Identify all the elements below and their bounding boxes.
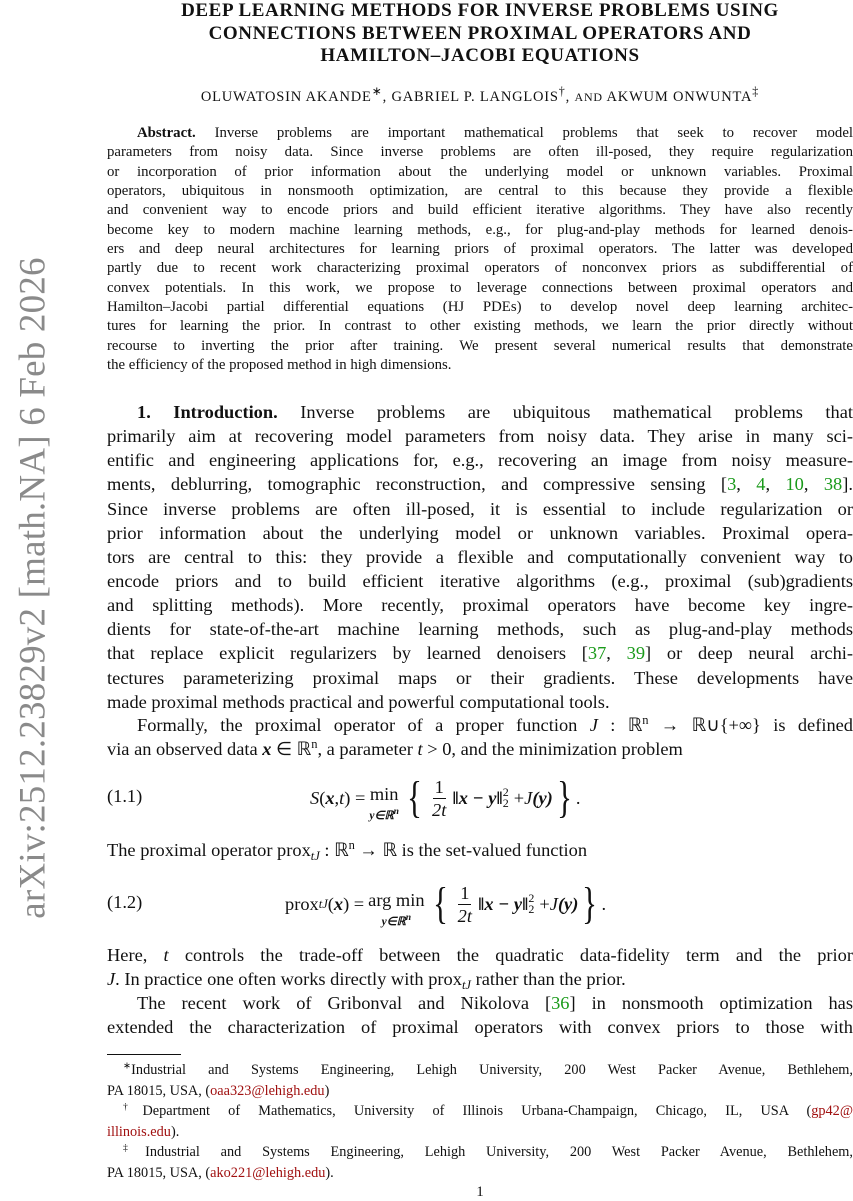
text-run: convex potentials. In this work, we propose to leverage connections between proximal operators and bbox=[107, 279, 853, 296]
math-symbol: J bbox=[107, 969, 116, 990]
operator-subscript bbox=[382, 912, 412, 928]
text-line bbox=[107, 593, 853, 617]
norm-indices bbox=[503, 787, 509, 809]
text-run: and splitting methods). More recently, proximal operators have become key ingre- bbox=[107, 595, 853, 616]
text-line bbox=[107, 221, 853, 240]
recent-work-paragraph bbox=[107, 991, 853, 1039]
page-number: 1 bbox=[476, 1184, 484, 1200]
footnote-rule bbox=[107, 1054, 181, 1055]
author-name: AKWUM ONWUNTA bbox=[606, 88, 753, 105]
formal-definition-paragraph bbox=[107, 713, 853, 761]
text-run: → ℝ∪{+∞} is defined bbox=[648, 715, 853, 735]
denominator: 2t bbox=[457, 905, 472, 926]
text-line bbox=[107, 641, 853, 665]
footnote-mark[interactable]: ‡ bbox=[752, 84, 760, 98]
text-run: parameters from noisy data. Since inverse problems are often ill-posed, they require regularization bbox=[107, 144, 853, 161]
footnotes bbox=[107, 1060, 853, 1184]
math-text: ( bbox=[319, 787, 326, 808]
text-line bbox=[107, 943, 853, 967]
text-run: Formally, the proximal operator of a proper function bbox=[137, 715, 590, 735]
text-line bbox=[107, 713, 853, 737]
title-line: CONNECTIONS BETWEEN PROXIMAL OPERATORS AND bbox=[208, 22, 752, 44]
math-text: 2 bbox=[528, 902, 535, 916]
numerator: 1 bbox=[434, 776, 444, 797]
text-run: ). bbox=[170, 1123, 180, 1140]
text-run: , a parameter bbox=[317, 739, 418, 760]
text-run: , bbox=[803, 474, 824, 495]
text-run: ∈ ℝ bbox=[271, 739, 312, 760]
math-text: x bbox=[325, 787, 335, 808]
bold-heading: Abstract. bbox=[137, 125, 196, 141]
text-line bbox=[107, 1060, 853, 1081]
text-run: that replace explicit regularizers by learned denoisers [ bbox=[107, 643, 588, 664]
email-link[interactable]: gp42@ bbox=[811, 1103, 853, 1120]
text-run: Inverse problems are important mathematical problems that seek to recover model bbox=[195, 125, 853, 141]
text-run: or incorporation of prior information about the underlying model or unknown variables. Proximal bbox=[107, 163, 853, 180]
text-run: partly due to recent work characterizing proximal operators of nonconvex priors as subdifferential of bbox=[107, 260, 853, 277]
bold-heading: 1. Introduction. bbox=[137, 402, 278, 422]
math-text: (y) bbox=[532, 787, 553, 808]
text-run: extended the characterization of proximal operators with convex priors to those with bbox=[107, 1017, 853, 1038]
text-run: PA 18015, USA, ( bbox=[107, 1164, 211, 1181]
text-line bbox=[107, 497, 853, 521]
text-line bbox=[107, 1081, 853, 1102]
email-link[interactable]: ako221@lehigh.edu bbox=[210, 1164, 326, 1181]
text-run: Inverse problems are ubiquitous mathematical problems that bbox=[277, 402, 853, 422]
math-text: n bbox=[393, 806, 399, 818]
introduction-paragraph bbox=[107, 400, 853, 714]
equation-1-2 bbox=[107, 874, 853, 934]
footnote-1 bbox=[107, 1060, 853, 1101]
math-symbol: t bbox=[417, 739, 423, 760]
text-run: tures for learning the prior. In contrast to other existing methods, we learn the prior directly without bbox=[107, 318, 853, 335]
text-run: entific and engineering applications for, e.g., recovering an image from noisy measure- bbox=[107, 450, 853, 471]
math-text: prox bbox=[285, 893, 319, 914]
text-line bbox=[107, 201, 853, 220]
subscript: tJ bbox=[310, 848, 320, 863]
author-name: OLUWATOSIN AKANDE bbox=[200, 88, 372, 105]
text-run: made proximal methods practical and powerful computational tools. bbox=[107, 691, 610, 712]
footnote-2 bbox=[107, 1101, 853, 1142]
paper-title bbox=[107, 0, 853, 68]
text-run: Since inverse problems are often ill-posed, it is essential to include regularization or bbox=[107, 498, 853, 519]
text-line bbox=[107, 1122, 853, 1143]
math-text: ) = bbox=[343, 893, 365, 914]
text-line bbox=[107, 1101, 853, 1122]
text-line bbox=[107, 400, 853, 424]
equation-1-1 bbox=[107, 768, 853, 828]
superscript: n bbox=[348, 838, 355, 853]
equation-label: (1.2) bbox=[107, 892, 143, 912]
norm: ‖x − y‖ bbox=[477, 893, 529, 914]
text-run: ers and deep neural architectures for learning priors of proximal operators. The latter was developed bbox=[107, 241, 853, 258]
author-conjunction: AND bbox=[574, 89, 603, 104]
text-line bbox=[107, 356, 853, 375]
author-name: GABRIEL P. LANGLOIS bbox=[391, 88, 559, 105]
text-run: ments, deblurring, tomographic reconstruction, and compressive sensing [ bbox=[107, 474, 728, 495]
arxiv-identifier-stamp: arXiv:2512.23829v2 [math.NA] 6 Feb 2026 bbox=[12, 257, 54, 919]
text-run: prior information about the underlying model or unknown variables. Proximal opera- bbox=[107, 522, 853, 543]
fraction bbox=[458, 882, 472, 927]
text-run: recourse to inverting the prior after training. We present several numerical results that demonstrate bbox=[107, 337, 853, 354]
text-line bbox=[107, 124, 853, 143]
text-line bbox=[107, 448, 853, 472]
title-line: HAMILTON–JACOBI EQUATIONS bbox=[320, 45, 640, 66]
operator-subscript bbox=[369, 806, 399, 822]
text-line bbox=[107, 1163, 853, 1184]
subscript: tJ bbox=[461, 977, 471, 992]
text-line bbox=[107, 182, 853, 201]
text-run: The recent work of Gribonval and Nikolova [ bbox=[137, 993, 552, 1013]
citation-link[interactable]: 39 bbox=[626, 643, 646, 664]
superscript: ∗ bbox=[123, 1060, 132, 1072]
norm: ‖x − y‖ bbox=[452, 787, 503, 808]
math-text: , bbox=[334, 787, 340, 808]
norm-indices bbox=[528, 893, 534, 915]
text-run: Department of Mathematics, University of Illinois Urbana-Champaign, Chicago, IL, USA ( bbox=[142, 1103, 812, 1120]
text-line bbox=[107, 424, 853, 448]
operator-name: arg min bbox=[368, 890, 425, 911]
text-run: Here, bbox=[107, 945, 164, 965]
superscript: n bbox=[642, 713, 649, 728]
math-text: 2 bbox=[528, 891, 535, 905]
text-line bbox=[107, 317, 853, 336]
text-run: Industrial and Systems Engineering, Lehigh University, 200 West Packer Avenue, Bethlehem, bbox=[145, 1144, 853, 1161]
text-line bbox=[107, 838, 853, 862]
text-line bbox=[107, 298, 853, 317]
math-text: . bbox=[575, 787, 581, 808]
math-text: 2 bbox=[502, 785, 509, 799]
text-run: PA 18015, USA, ( bbox=[107, 1082, 211, 1099]
tradeoff-paragraph bbox=[107, 943, 853, 991]
citation-link[interactable]: 38 bbox=[823, 474, 843, 495]
math-text: x bbox=[333, 893, 344, 914]
text-line bbox=[107, 1142, 853, 1163]
math-text: ( bbox=[327, 893, 334, 914]
math-text: ) = bbox=[344, 787, 366, 808]
text-run: > 0, and the minimization problem bbox=[422, 739, 683, 760]
left-brace: { bbox=[432, 879, 448, 928]
text-run: ] or deep neural archi- bbox=[645, 643, 853, 664]
math-text: + bbox=[513, 787, 525, 808]
text-run: , bbox=[606, 643, 627, 664]
author-list: OLUWATOSIN AKANDE∗, GABRIEL P. LANGLOIS†, AND AKWUM ONWUNTA‡ bbox=[200, 84, 760, 105]
math-text: y∈ℝ bbox=[369, 809, 394, 822]
text-run: Industrial and Systems Engineering, Lehigh University, 200 West Packer Avenue, Bethlehem, bbox=[131, 1062, 853, 1078]
text-line bbox=[107, 143, 853, 162]
text-run: ] in nonsmooth optimization has bbox=[569, 993, 853, 1013]
prox-definition-paragraph bbox=[107, 838, 853, 862]
text-run: primarily aim at recovering model parameters from noisy data. They arise in many sci- bbox=[107, 426, 853, 447]
citation-link[interactable]: 3 bbox=[727, 474, 737, 495]
text-line bbox=[107, 991, 853, 1015]
text-run: tectures parameterizing proximal maps or their gradients. These developments have bbox=[107, 667, 853, 688]
text-line bbox=[107, 472, 853, 496]
footnote-mark[interactable]: † bbox=[558, 84, 566, 98]
text-run: , bbox=[765, 474, 786, 495]
text-line bbox=[107, 521, 853, 545]
text-line bbox=[107, 337, 853, 356]
citation-link[interactable]: 37 bbox=[587, 643, 607, 664]
math-text: S bbox=[310, 787, 320, 808]
text-run: , bbox=[736, 474, 757, 495]
text-line bbox=[107, 737, 853, 761]
text-run: and convenient way to encode priors and build efficient iterative algorithms. They have also recently bbox=[107, 202, 853, 219]
math-text: (y) bbox=[557, 893, 579, 914]
math-text: J bbox=[524, 787, 533, 808]
text-line bbox=[107, 967, 853, 991]
superscript: n bbox=[311, 737, 318, 752]
math-symbol: t bbox=[163, 945, 169, 965]
left-brace: { bbox=[407, 773, 422, 822]
text-run: operators, ubiquitous in nonsmooth optimization, are central to this because they provide a flexible bbox=[107, 183, 853, 200]
superscript: ‡ bbox=[123, 1143, 146, 1155]
text-line bbox=[107, 569, 853, 593]
abstract bbox=[107, 124, 853, 375]
text-run: the efficiency of the proposed method in high dimensions. bbox=[107, 357, 452, 374]
equation-body: prox tJ ( x ) = arg min y∈ℝ$^n$ { $\frac{1}{2t}$ ‖x − y‖ 2 2 + J (y) } . bbox=[285, 879, 607, 928]
text-run: encode priors and to build efficient iterative algorithms (e.g., proximal (sub)gradients bbox=[107, 570, 853, 591]
citation-link[interactable]: 36 bbox=[551, 993, 570, 1013]
text-line bbox=[107, 163, 853, 182]
text-line bbox=[107, 690, 853, 714]
text-run: The proximal operator prox bbox=[107, 840, 311, 860]
text-run: . In practice one often works directly with prox bbox=[115, 969, 462, 990]
numerator: 1 bbox=[460, 882, 470, 903]
right-brace: } bbox=[582, 879, 598, 928]
math-text: 2 bbox=[502, 796, 509, 810]
citation-link[interactable]: 4 bbox=[756, 474, 766, 495]
fraction bbox=[432, 776, 446, 821]
min-operator bbox=[369, 774, 399, 822]
equation-label: (1.1) bbox=[107, 786, 143, 806]
superscript: † bbox=[123, 1101, 143, 1113]
text-line bbox=[107, 259, 853, 278]
operator-name: min bbox=[369, 784, 399, 805]
text-run: tors are central to this: they provide a flexible and computationally convenient way to bbox=[107, 546, 853, 567]
math-vector: x bbox=[262, 739, 272, 760]
text-run: : ℝ bbox=[597, 715, 643, 735]
equation-body bbox=[310, 768, 580, 828]
title-line: DEEP LEARNING METHODS FOR INVERSE PROBLEMS USING bbox=[181, 0, 779, 21]
math-symbol: J bbox=[589, 715, 598, 735]
text-run: ]. bbox=[842, 474, 853, 495]
math-text: + bbox=[539, 893, 550, 914]
math-text: y∈ℝ bbox=[381, 915, 406, 928]
text-line bbox=[107, 617, 853, 641]
math-text: J bbox=[549, 893, 558, 914]
text-line bbox=[107, 1015, 853, 1039]
text-run: become key to modern machine learning methods, e.g., for plug-and-play methods for learned denois- bbox=[107, 221, 853, 238]
math-text: t bbox=[339, 787, 345, 808]
email-link[interactable]: oaa323@lehigh.edu bbox=[210, 1082, 325, 1099]
text-run: ). bbox=[325, 1164, 334, 1181]
denominator: 2t bbox=[432, 799, 447, 820]
footnote-mark[interactable]: ∗ bbox=[371, 84, 383, 98]
text-run: ) bbox=[324, 1082, 330, 1099]
right-brace: } bbox=[556, 773, 572, 822]
text-run: dients for state-of-the-art machine learning methods, such as plug-and-play methods bbox=[107, 619, 853, 640]
text-line bbox=[107, 279, 853, 298]
text-run: Hamilton–Jacobi partial differential equations (HJ PDEs) to develop novel deep learning architec- bbox=[107, 299, 853, 316]
text-line bbox=[107, 545, 853, 569]
argmin-operator bbox=[368, 880, 424, 928]
text-run: : ℝ bbox=[319, 840, 349, 860]
text-run: → ℝ is the set-valued function bbox=[354, 840, 588, 860]
footnote-3 bbox=[107, 1142, 853, 1183]
text-run: rather than the prior. bbox=[470, 969, 626, 990]
citation-link[interactable]: 10 bbox=[785, 474, 804, 495]
math-text: . bbox=[601, 893, 607, 914]
text-run: controls the trade-off between the quadratic data-fidelity term and the prior bbox=[168, 945, 853, 965]
math-text: n bbox=[405, 912, 412, 924]
text-run: via an observed data bbox=[107, 739, 263, 760]
text-line bbox=[107, 666, 853, 690]
email-link[interactable]: illinois.edu bbox=[107, 1123, 171, 1140]
text-line bbox=[107, 240, 853, 259]
